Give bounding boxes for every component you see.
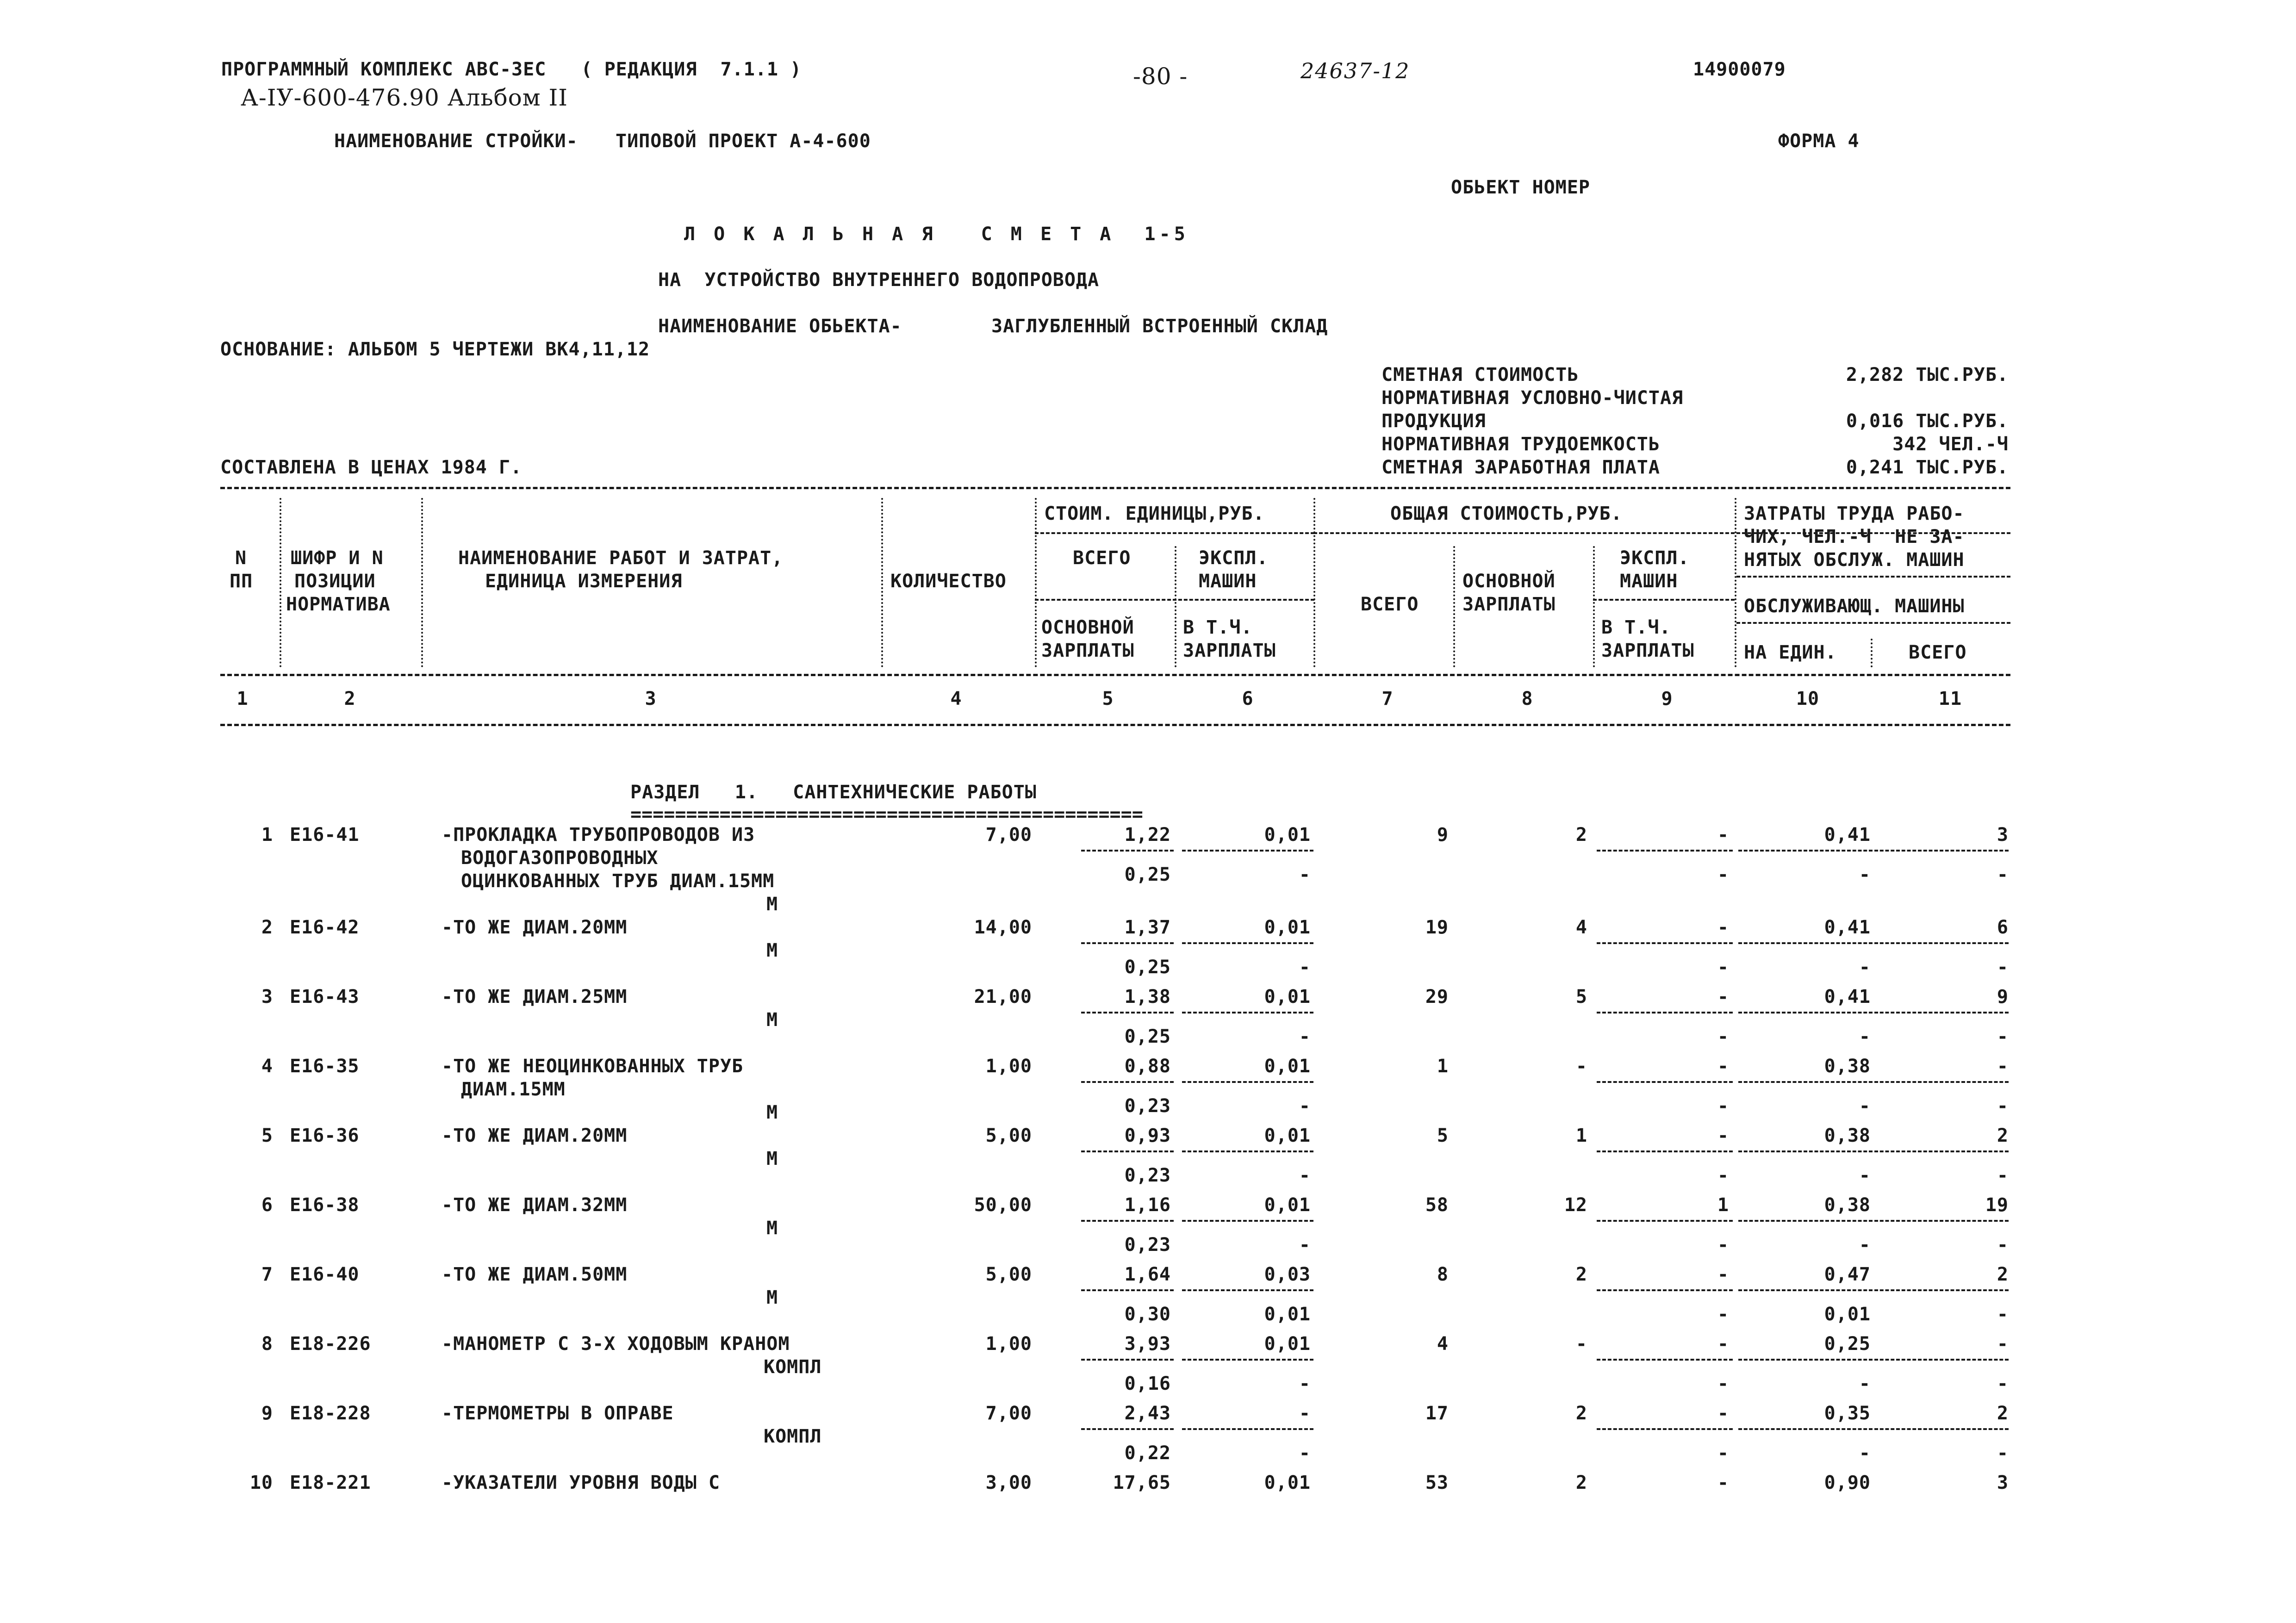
- column-number: 11: [1938, 688, 1962, 709]
- row-u-mwage: -: [1299, 1026, 1311, 1047]
- row-u-wage: 0,25: [1124, 957, 1171, 978]
- value-underline: [1597, 1220, 1733, 1222]
- value-underline: [1738, 1428, 1873, 1430]
- value-underline: [1182, 1220, 1313, 1222]
- column-number: 1: [236, 688, 249, 709]
- value-underline: [1081, 1081, 1174, 1083]
- row-l-unit: 0,47: [1824, 1264, 1871, 1285]
- row-t-mwage: -: [1717, 1165, 1729, 1186]
- row-number: 1: [261, 824, 273, 846]
- value-underline: [1182, 1012, 1313, 1014]
- value-underline: [1874, 1150, 2009, 1152]
- row-code: Е16-43: [290, 986, 360, 1007]
- row-u-total: 1,38: [1124, 986, 1171, 1007]
- unit-incl-wages-label: ЗАРПЛАТЫ: [1183, 640, 1276, 661]
- album-line: А-IУ-600-476.90 Альбом II: [241, 84, 568, 111]
- value-underline: [1081, 850, 1174, 852]
- value-underline: [1874, 1220, 2009, 1222]
- row-u-total: 1,16: [1124, 1194, 1171, 1216]
- row-t-mwage: -: [1717, 1443, 1729, 1464]
- row-u-mwage: -: [1299, 1165, 1311, 1186]
- handwritten-code: 24637-12: [1300, 58, 1410, 83]
- column-number: 10: [1796, 688, 1820, 709]
- value-underline: [1738, 850, 1873, 852]
- column-number: 8: [1521, 688, 1533, 709]
- row-s-total: -: [1997, 1026, 2009, 1047]
- row-t-wage: 2: [1575, 1472, 1587, 1493]
- value-underline: [1182, 1150, 1313, 1152]
- header-subrule: [1035, 532, 1314, 534]
- value-underline: [1182, 1289, 1313, 1291]
- row-u-wage: 0,23: [1124, 1234, 1171, 1256]
- row-u-wage: 0,23: [1124, 1165, 1171, 1186]
- summary-value: 0,016 ТЫС.РУБ.: [1846, 410, 2009, 432]
- row-s-unit: -: [1859, 1373, 1871, 1394]
- value-underline: [1738, 942, 1873, 944]
- summary-label: НОРМАТИВНАЯ УСЛОВНО-ЧИСТАЯ: [1381, 387, 1684, 409]
- summary-label: СМЕТНАЯ ЗАРАБОТНАЯ ПЛАТА: [1381, 457, 1660, 478]
- row-number: 8: [261, 1333, 273, 1355]
- row-t-mach: -: [1717, 1264, 1729, 1285]
- row-s-unit: -: [1859, 1234, 1871, 1256]
- value-underline: [1738, 1012, 1873, 1014]
- row-u-total: 17,65: [1113, 1472, 1171, 1493]
- row-number: 6: [261, 1194, 273, 1216]
- unit-base-wages-label: ЗАРПЛАТЫ: [1041, 640, 1134, 661]
- row-u-total: 0,88: [1124, 1056, 1171, 1077]
- row-u-mach: 0,01: [1264, 1333, 1311, 1355]
- row-work-name: ВОДОГАЗОПРОВОДНЫХ: [461, 847, 659, 869]
- row-t-total: 53: [1425, 1472, 1449, 1493]
- row-t-wage: -: [1575, 1056, 1587, 1077]
- total-group-label: ОБЩАЯ СТОИМОСТЬ,РУБ.: [1390, 503, 1623, 524]
- column-divider: [881, 498, 883, 667]
- labor-total-label: ВСЕГО: [1909, 642, 1967, 663]
- column-number: 3: [645, 688, 657, 709]
- row-s-total: -: [1997, 957, 2009, 978]
- value-underline: [1081, 1359, 1174, 1361]
- row-t-mach: -: [1717, 1056, 1729, 1077]
- value-underline: [1738, 1220, 1873, 1222]
- col-name-label: ЕДИНИЦА ИЗМЕРЕНИЯ: [485, 571, 683, 592]
- row-u-wage: 0,16: [1124, 1373, 1171, 1394]
- column-divider: [1735, 498, 1736, 667]
- column-divider: [280, 498, 281, 667]
- labor-group-label: НЯТЫХ ОБСЛУЖ. МАШИН: [1744, 549, 1965, 571]
- row-l-total: 9: [1997, 986, 2009, 1007]
- row-u-mach: 0,01: [1264, 917, 1311, 938]
- row-unit: КОМПЛ: [764, 1356, 822, 1378]
- row-u-mach: -: [1299, 1403, 1311, 1424]
- row-qty: 7,00: [985, 824, 1032, 846]
- row-s-unit: -: [1859, 864, 1871, 885]
- table-top-rule: [220, 487, 2010, 489]
- row-s-total: -: [1997, 1443, 2009, 1464]
- header-subrule: [1313, 532, 1735, 534]
- value-underline: [1738, 1359, 1873, 1361]
- row-number: 7: [261, 1264, 273, 1285]
- row-s-total: -: [1997, 1373, 2009, 1394]
- column-divider: [1593, 546, 1595, 667]
- total-machines-label: ЭКСПЛ.: [1620, 547, 1690, 569]
- row-qty: 5,00: [985, 1125, 1032, 1146]
- total-all-label: ВСЕГО: [1361, 594, 1419, 615]
- row-u-mwage: -: [1299, 864, 1311, 885]
- summary-value: 342 ЧЕЛ.-Ч: [1892, 434, 2009, 455]
- col-n-label: N: [235, 547, 247, 569]
- row-t-mwage: -: [1717, 957, 1729, 978]
- row-unit: М: [766, 894, 778, 915]
- doc-code: 14900079: [1693, 59, 1786, 80]
- row-s-unit: -: [1859, 1443, 1871, 1464]
- value-underline: [1182, 1428, 1313, 1430]
- row-t-wage: 2: [1575, 824, 1587, 846]
- row-s-unit: -: [1859, 1165, 1871, 1186]
- row-l-unit: 0,38: [1824, 1056, 1871, 1077]
- row-t-total: 1: [1437, 1056, 1449, 1077]
- row-u-total: 3,93: [1124, 1333, 1171, 1355]
- value-underline: [1874, 1289, 2009, 1291]
- column-number: 6: [1242, 688, 1254, 709]
- row-t-total: 29: [1425, 986, 1449, 1007]
- row-t-mach: -: [1717, 824, 1729, 846]
- column-number: 9: [1661, 688, 1673, 709]
- row-work-name: -ПРОКЛАДКА ТРУБОПРОВОДОВ ИЗ: [442, 824, 755, 846]
- value-underline: [1874, 1428, 2009, 1430]
- row-s-total: -: [1997, 1165, 2009, 1186]
- object-number-label: ОБЬЕКТ НОМЕР: [1451, 177, 1590, 198]
- value-underline: [1597, 1081, 1733, 1083]
- row-number: 3: [261, 986, 273, 1007]
- row-t-total: 4: [1437, 1333, 1449, 1355]
- value-underline: [1081, 1428, 1174, 1430]
- row-l-unit: 0,41: [1824, 917, 1871, 938]
- value-underline: [1182, 850, 1313, 852]
- row-l-unit: 0,41: [1824, 986, 1871, 1007]
- row-u-mach: 0,01: [1264, 824, 1311, 846]
- value-underline: [1081, 1289, 1174, 1291]
- row-t-mach: 1: [1717, 1194, 1729, 1216]
- row-s-total: -: [1997, 1095, 2009, 1117]
- col-name-label: НАИМЕНОВАНИЕ РАБОТ И ЗАТРАТ,: [458, 547, 784, 569]
- row-l-unit: 0,25: [1824, 1333, 1871, 1355]
- row-u-mwage: -: [1299, 1234, 1311, 1256]
- row-unit: М: [766, 1009, 778, 1031]
- table-header-bottom-rule: [220, 724, 2010, 726]
- row-t-mwage: -: [1717, 1304, 1729, 1325]
- column-number: 7: [1381, 688, 1394, 709]
- row-t-total: 19: [1425, 917, 1449, 938]
- row-u-total: 1,64: [1124, 1264, 1171, 1285]
- row-work-name: ДИАМ.15ММ: [461, 1079, 566, 1100]
- column-numbers-top-rule: [220, 674, 2010, 676]
- value-underline: [1597, 1289, 1733, 1291]
- col-code-label: ПОЗИЦИИ: [294, 571, 376, 592]
- row-u-mach: 0,01: [1264, 1194, 1311, 1216]
- value-underline: [1597, 850, 1733, 852]
- header-subrule: [1593, 599, 1735, 601]
- row-l-total: 3: [1997, 1472, 2009, 1493]
- row-work-name: -ТО ЖЕ ДИАМ.20ММ: [442, 1125, 628, 1146]
- row-u-mwage: -: [1299, 957, 1311, 978]
- section-title: РАЗДЕЛ 1. САНТЕХНИЧЕСКИЕ РАБОТЫ: [630, 782, 1037, 803]
- row-t-mach: -: [1717, 1472, 1729, 1493]
- col-code-label: НОРМАТИВА: [286, 594, 391, 615]
- value-underline: [1597, 1359, 1733, 1361]
- row-qty: 1,00: [985, 1056, 1032, 1077]
- unit-cost-group-label: СТОИМ. ЕДИНИЦЫ,РУБ.: [1044, 503, 1265, 524]
- basis-line: ОСНОВАНИЕ: АЛЬБОМ 5 ЧЕРТЕЖИ ВК4,11,12: [220, 339, 650, 360]
- row-u-mwage: 0,01: [1264, 1304, 1311, 1325]
- value-underline: [1738, 1081, 1873, 1083]
- column-number: 2: [344, 688, 356, 709]
- row-u-total: 0,93: [1124, 1125, 1171, 1146]
- row-s-total: -: [1997, 864, 2009, 885]
- row-work-name: -УКАЗАТЕЛИ УРОВНЯ ВОДЫ С: [442, 1472, 720, 1493]
- total-incl-wages-label: В Т.Ч.: [1601, 617, 1671, 638]
- col-code-label: ШИФР И N: [291, 547, 384, 569]
- row-code: Е16-40: [290, 1264, 360, 1285]
- value-underline: [1081, 1220, 1174, 1222]
- row-l-total: 3: [1997, 824, 2009, 846]
- program-line: ПРОГРАММНЫЙ КОМПЛЕКС АВС-3ЕС ( РЕДАКЦИЯ 7.1.1 ): [221, 59, 802, 80]
- row-t-total: 5: [1437, 1125, 1449, 1146]
- row-unit: М: [766, 940, 778, 961]
- row-t-total: 58: [1425, 1194, 1449, 1216]
- row-t-wage: 2: [1575, 1264, 1587, 1285]
- row-s-total: -: [1997, 1234, 2009, 1256]
- row-u-mach: 0,03: [1264, 1264, 1311, 1285]
- row-t-mwage: -: [1717, 1026, 1729, 1047]
- row-number: 2: [261, 917, 273, 938]
- column-divider: [1035, 498, 1037, 667]
- value-underline: [1597, 942, 1733, 944]
- value-underline: [1182, 1359, 1313, 1361]
- summary-value: 0,241 ТЫС.РУБ.: [1846, 457, 2009, 478]
- row-number: 4: [261, 1056, 273, 1077]
- value-underline: [1081, 942, 1174, 944]
- row-t-mach: -: [1717, 1125, 1729, 1146]
- row-unit: М: [766, 1218, 778, 1239]
- value-underline: [1081, 1150, 1174, 1152]
- row-u-mach: 0,01: [1264, 1125, 1311, 1146]
- row-u-wage: 0,23: [1124, 1095, 1171, 1117]
- total-base-wages-label: ЗАРПЛАТЫ: [1462, 594, 1556, 615]
- row-u-total: 1,37: [1124, 917, 1171, 938]
- row-l-total: 2: [1997, 1125, 2009, 1146]
- value-underline: [1738, 1289, 1873, 1291]
- row-code: Е16-41: [290, 824, 360, 846]
- row-u-mwage: -: [1299, 1443, 1311, 1464]
- object-label: НАИМЕНОВАНИЕ ОБЬЕКТА-: [658, 316, 902, 337]
- construction-value: ТИПОВОЙ ПРОЕКТ А-4-600: [616, 131, 871, 152]
- row-code: Е18-221: [290, 1472, 371, 1493]
- row-work-name: -ТЕРМОМЕТРЫ В ОПРАВЕ: [442, 1403, 674, 1424]
- row-unit: М: [766, 1287, 778, 1308]
- unit-base-wages-label: ОСНОВНОЙ: [1041, 617, 1134, 638]
- value-underline: [1182, 1081, 1313, 1083]
- value-underline: [1874, 1081, 2009, 1083]
- summary-label: НОРМАТИВНАЯ ТРУДОЕМКОСТЬ: [1381, 434, 1660, 455]
- row-t-mwage: -: [1717, 1234, 1729, 1256]
- value-underline: [1597, 1428, 1733, 1430]
- column-number: 4: [950, 688, 962, 709]
- row-l-unit: 0,35: [1824, 1403, 1871, 1424]
- row-code: Е16-36: [290, 1125, 360, 1146]
- row-t-wage: -: [1575, 1333, 1587, 1355]
- row-code: Е18-226: [290, 1333, 371, 1355]
- page-number: -80 -: [1133, 63, 1188, 90]
- row-u-wage: 0,22: [1124, 1443, 1171, 1464]
- row-u-wage: 0,25: [1124, 864, 1171, 885]
- header-subrule: [1736, 576, 2010, 578]
- row-u-mach: 0,01: [1264, 1472, 1311, 1493]
- value-underline: [1182, 942, 1313, 944]
- total-incl-wages-label: ЗАРПЛАТЫ: [1601, 640, 1694, 661]
- row-qty: 1,00: [985, 1333, 1032, 1355]
- row-unit: КОМПЛ: [764, 1426, 822, 1447]
- row-t-mwage: -: [1717, 1373, 1729, 1394]
- row-s-unit: 0,01: [1824, 1304, 1871, 1325]
- row-l-unit: 0,41: [1824, 824, 1871, 846]
- row-work-name: ОЦИНКОВАННЫХ ТРУБ ДИАМ.15ММ: [461, 871, 775, 892]
- row-u-wage: 0,25: [1124, 1026, 1171, 1047]
- unit-total-label: ВСЕГО: [1073, 547, 1131, 569]
- col-n-label: ПП: [230, 571, 253, 592]
- row-l-unit: 0,38: [1824, 1194, 1871, 1216]
- row-t-wage: 2: [1575, 1403, 1587, 1424]
- row-l-total: -: [1997, 1333, 2009, 1355]
- row-u-mach: 0,01: [1264, 1056, 1311, 1077]
- column-divider: [1313, 498, 1315, 667]
- column-divider: [1871, 639, 1873, 667]
- unit-machines-label: МАШИН: [1199, 571, 1257, 592]
- summary-value: 2,282 ТЫС.РУБ.: [1846, 364, 2009, 386]
- total-machines-label: МАШИН: [1620, 571, 1678, 592]
- row-qty: 21,00: [974, 986, 1032, 1007]
- row-work-name: -МАНОМЕТР С 3-Х ХОДОВЫМ КРАНОМ: [442, 1333, 790, 1355]
- row-u-total: 2,43: [1124, 1403, 1171, 1424]
- row-work-name: -ТО ЖЕ ДИАМ.25ММ: [442, 986, 628, 1007]
- row-number: 5: [261, 1125, 273, 1146]
- value-underline: [1081, 1012, 1174, 1014]
- row-l-total: 2: [1997, 1264, 2009, 1285]
- column-divider: [1453, 546, 1455, 667]
- row-t-mach: -: [1717, 1333, 1729, 1355]
- row-t-total: 8: [1437, 1264, 1449, 1285]
- row-t-mach: -: [1717, 1403, 1729, 1424]
- value-underline: [1874, 1012, 2009, 1014]
- row-l-total: 2: [1997, 1403, 2009, 1424]
- row-t-wage: 5: [1575, 986, 1587, 1007]
- column-divider: [1175, 546, 1176, 667]
- summary-label: СМЕТНАЯ СТОИМОСТЬ: [1381, 364, 1579, 386]
- row-unit: М: [766, 1148, 778, 1169]
- form-label: ФОРМА 4: [1778, 131, 1860, 152]
- row-t-total: 17: [1425, 1403, 1449, 1424]
- row-l-unit: 0,38: [1824, 1125, 1871, 1146]
- row-t-wage: 1: [1575, 1125, 1587, 1146]
- row-qty: 14,00: [974, 917, 1032, 938]
- header-subrule: [1736, 622, 2010, 624]
- row-t-wage: 12: [1564, 1194, 1587, 1216]
- row-l-total: -: [1997, 1056, 2009, 1077]
- row-qty: 5,00: [985, 1264, 1032, 1285]
- row-qty: 50,00: [974, 1194, 1032, 1216]
- value-underline: [1597, 1150, 1733, 1152]
- object-value: ЗАГЛУБЛЕННЫЙ ВСТРОЕННЫЙ СКЛАД: [991, 316, 1328, 337]
- row-t-mach: -: [1717, 986, 1729, 1007]
- row-u-mwage: -: [1299, 1373, 1311, 1394]
- row-code: Е18-228: [290, 1403, 371, 1424]
- value-underline: [1738, 1150, 1873, 1152]
- document-subtitle: НА УСТРОЙСТВО ВНУТРЕННЕГО ВОДОПРОВОДА: [658, 269, 1100, 291]
- row-t-total: 9: [1437, 824, 1449, 846]
- value-underline: [1874, 942, 2009, 944]
- unit-incl-wages-label: В Т.Ч.: [1183, 617, 1253, 638]
- labor-per-unit-label: НА ЕДИН.: [1744, 642, 1837, 663]
- row-s-total: -: [1997, 1304, 2009, 1325]
- row-l-total: 6: [1997, 917, 2009, 938]
- row-t-mach: -: [1717, 917, 1729, 938]
- row-s-unit: -: [1859, 1026, 1871, 1047]
- row-code: Е16-42: [290, 917, 360, 938]
- row-qty: 3,00: [985, 1472, 1032, 1493]
- row-work-name: -ТО ЖЕ ДИАМ.20ММ: [442, 917, 628, 938]
- row-u-wage: 0,30: [1124, 1304, 1171, 1325]
- section-underline: ==============================================: [630, 804, 1143, 825]
- row-s-unit: -: [1859, 957, 1871, 978]
- prices-line: СОСТАВЛЕНА В ЦЕНАХ 1984 Г.: [220, 457, 523, 478]
- value-underline: [1597, 1012, 1733, 1014]
- row-t-wage: 4: [1575, 917, 1587, 938]
- row-t-mwage: -: [1717, 1095, 1729, 1117]
- row-unit: М: [766, 1102, 778, 1123]
- row-code: Е16-38: [290, 1194, 360, 1216]
- column-number: 5: [1102, 688, 1114, 709]
- total-base-wages-label: ОСНОВНОЙ: [1462, 571, 1556, 592]
- row-number: 9: [261, 1403, 273, 1424]
- row-work-name: -ТО ЖЕ ДИАМ.50ММ: [442, 1264, 628, 1285]
- row-code: Е16-35: [290, 1056, 360, 1077]
- row-number: 10: [249, 1472, 273, 1493]
- construction-label: НАИМЕНОВАНИЕ СТРОЙКИ-: [334, 131, 578, 152]
- row-qty: 7,00: [985, 1403, 1032, 1424]
- header-subrule: [1035, 599, 1314, 601]
- labor-service-label: ОБСЛУЖИВАЮЩ. МАШИНЫ: [1744, 596, 1965, 617]
- col-qty-label: КОЛИЧЕСТВО: [890, 571, 1007, 592]
- row-work-name: -ТО ЖЕ ДИАМ.32ММ: [442, 1194, 628, 1216]
- summary-label: ПРОДУКЦИЯ: [1381, 410, 1486, 432]
- row-u-total: 1,22: [1124, 824, 1171, 846]
- labor-group-label: ЗАТРАТЫ ТРУДА РАБО-: [1744, 503, 1965, 524]
- column-divider: [421, 498, 423, 667]
- row-s-unit: -: [1859, 1095, 1871, 1117]
- value-underline: [1874, 1359, 2009, 1361]
- row-t-mwage: -: [1717, 864, 1729, 885]
- row-u-mwage: -: [1299, 1095, 1311, 1117]
- row-l-unit: 0,90: [1824, 1472, 1871, 1493]
- unit-machines-label: ЭКСПЛ.: [1199, 547, 1269, 569]
- row-u-mach: 0,01: [1264, 986, 1311, 1007]
- labor-group-label: ЧИХ, ЧЕЛ.-Ч НЕ ЗА-: [1744, 526, 1965, 547]
- value-underline: [1874, 850, 2009, 852]
- row-work-name: -ТО ЖЕ НЕОЦИНКОВАННЫХ ТРУБ: [442, 1056, 744, 1077]
- row-l-total: 19: [1985, 1194, 2009, 1216]
- document-title: Л О К А Л Ь Н А Я С М Е Т А 1-5: [684, 224, 1189, 245]
